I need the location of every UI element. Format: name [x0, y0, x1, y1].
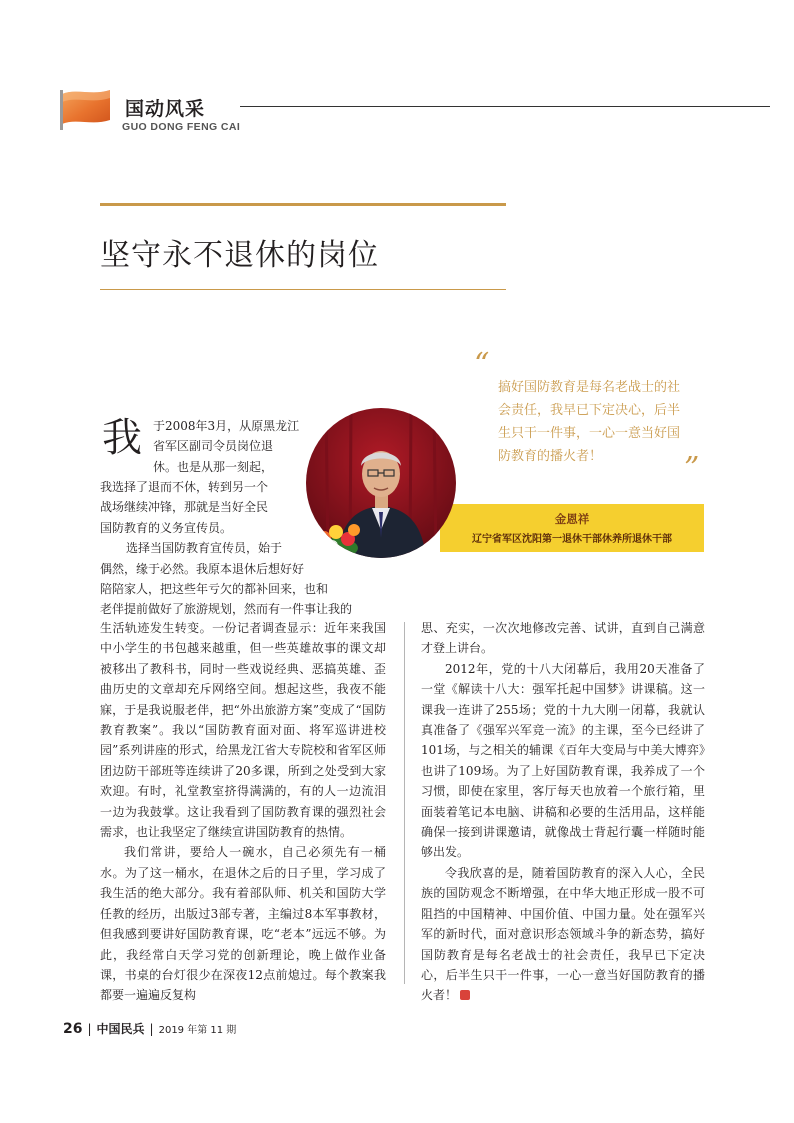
intro-line: 战场继续冲锋，那就是当好全民: [100, 500, 269, 514]
intro-line: 省军区副司令员岗位退: [153, 439, 274, 453]
paragraph: 生活轨迹发生转变。一份记者调查显示：近年来我国中小学生的书包越来越重，但一些英雄故事的课文却被移出了教科书，同时一些戏说经典、恶搞英雄、歪曲历史的文章却充斥网络空间。想起这些，我夜不能寐，于是我说服老伴，把“外出旅游方案”变成了“国防教育教案”。我以“国防教育面对面、将军巡讲进校园”系列讲座的形式，给黑龙江省大专院校和省军区师团边防干部班等连续讲了20多课，所到之处受到大家欢迎。有时，礼堂教室挤得满满的，有的人一边流泪一边为我鼓掌。这让我看到了国防教育课的强烈社会需求，也让我坚定了继续宣讲国防教育的热情。: [100, 621, 386, 840]
page-footer: [63, 1018, 236, 1037]
title-rule-top: [100, 203, 506, 206]
body-right-column: [421, 618, 705, 1006]
issue-number: 2019 年第 11 期: [158, 1025, 237, 1036]
intro-line: 陪陪家人，把这些年亏欠的都补回来，也和: [100, 582, 329, 596]
author-portrait: [306, 408, 456, 558]
drop-cap: 我: [102, 415, 142, 461]
quote-close-mark: ”: [684, 451, 700, 486]
intro-line: 于2008年3月，从原黑龙江: [153, 419, 300, 433]
paragraph-text: 令我欣喜的是，随着国防教育的深入人心，全民族的国防观念不断增强，在中华大地正形成一股不可阻挡的中国精神、中国价值、中国力量。处在强军兴军的新时代，面对意识形态领域斗争的新态势，搞好国防教育是每名老战士的社会责任，我早已下定决心，后半生只干一件事，一心一意当好国防教育的播火者！: [421, 865, 705, 1003]
paragraph: [421, 863, 705, 1006]
author-name: 金恩祥: [554, 512, 590, 526]
intro-line: 国防教育的义务宣传员。: [100, 521, 233, 535]
column-divider: [404, 622, 405, 984]
intro-line: 偶然，缘于必然。我原本退休后想好好: [100, 562, 305, 576]
paragraph: 2012年，党的十八大闭幕后，我用20天准备了一堂《解读十八大：强军托起中国梦》讲课稿。这一课我一连讲了255场；党的十九大刚一闭幕，我就认真准备了《强军兴军竞一流》的主课，至今已经讲了101场，与之相关的辅课《百年大变局与中美大博弈》也讲了109场。为了上好国防教育课，我养成了一个习惯，即使在家里，客厅每天也放着一个旅行箱，里面装着笔记本电脑、讲稿和必要的生活用品，这样能确保一接到讲课邀请，就像战士背起行囊一样随时能够出发。: [421, 661, 705, 860]
page-number: 26: [63, 1021, 83, 1037]
author-unit: 辽宁省军区沈阳第一退休干部休养所退休干部: [472, 534, 672, 545]
intro-line: 老伴提前做好了旅游规划，然而有一件事让我的: [100, 602, 353, 616]
header-rule: [240, 106, 770, 107]
section-title-pinyin: GUO DONG FENG CAI: [122, 121, 241, 133]
paragraph: 我们常讲，要给人一碗水，自己必须先有一桶水。为了这一桶水，在退休之后的日子里，学习成了我生活的绝大部分。我有着部队师、机关和国防大学任教的经历，出版过3部专著，主编过8本军事教材，但我感到要讲好国防教育课，吃“老本”远远不够。为此，我经常白天学习党的创新理论，晚上做作业备课，书桌的台灯很少在深夜12点前熄过。每个教案我都要一遍遍反复构: [100, 845, 386, 1003]
end-mark-icon: [460, 990, 470, 1000]
footer-separator: |: [87, 1022, 92, 1036]
section-title: 国动风采: [125, 98, 206, 120]
footer-separator: |: [149, 1022, 154, 1036]
intro-line: 休。也是从那一刻起，: [153, 460, 274, 474]
paragraph: 思、充实，一次次地修改完善、试讲，直到自己满意才登上讲台。: [421, 621, 705, 656]
intro-line: 我选择了退而不休，转到另一个: [100, 480, 269, 494]
quote-open-mark: “: [474, 347, 490, 382]
intro-line: 选择当国防教育宣传员，始于: [126, 541, 283, 555]
article-title: 坚守永不退休的岗位: [100, 238, 379, 273]
body-left-column: [100, 618, 386, 1006]
pull-quote: 搞好国防教育是每名老战士的社会责任，我早已下定决心，后半生只干一件事，一心一意当好国防教育的播火者！: [498, 380, 681, 464]
title-rule-bottom: [100, 289, 506, 290]
magazine-name: 中国民兵: [96, 1022, 145, 1036]
section-flag-icon: [58, 86, 114, 130]
